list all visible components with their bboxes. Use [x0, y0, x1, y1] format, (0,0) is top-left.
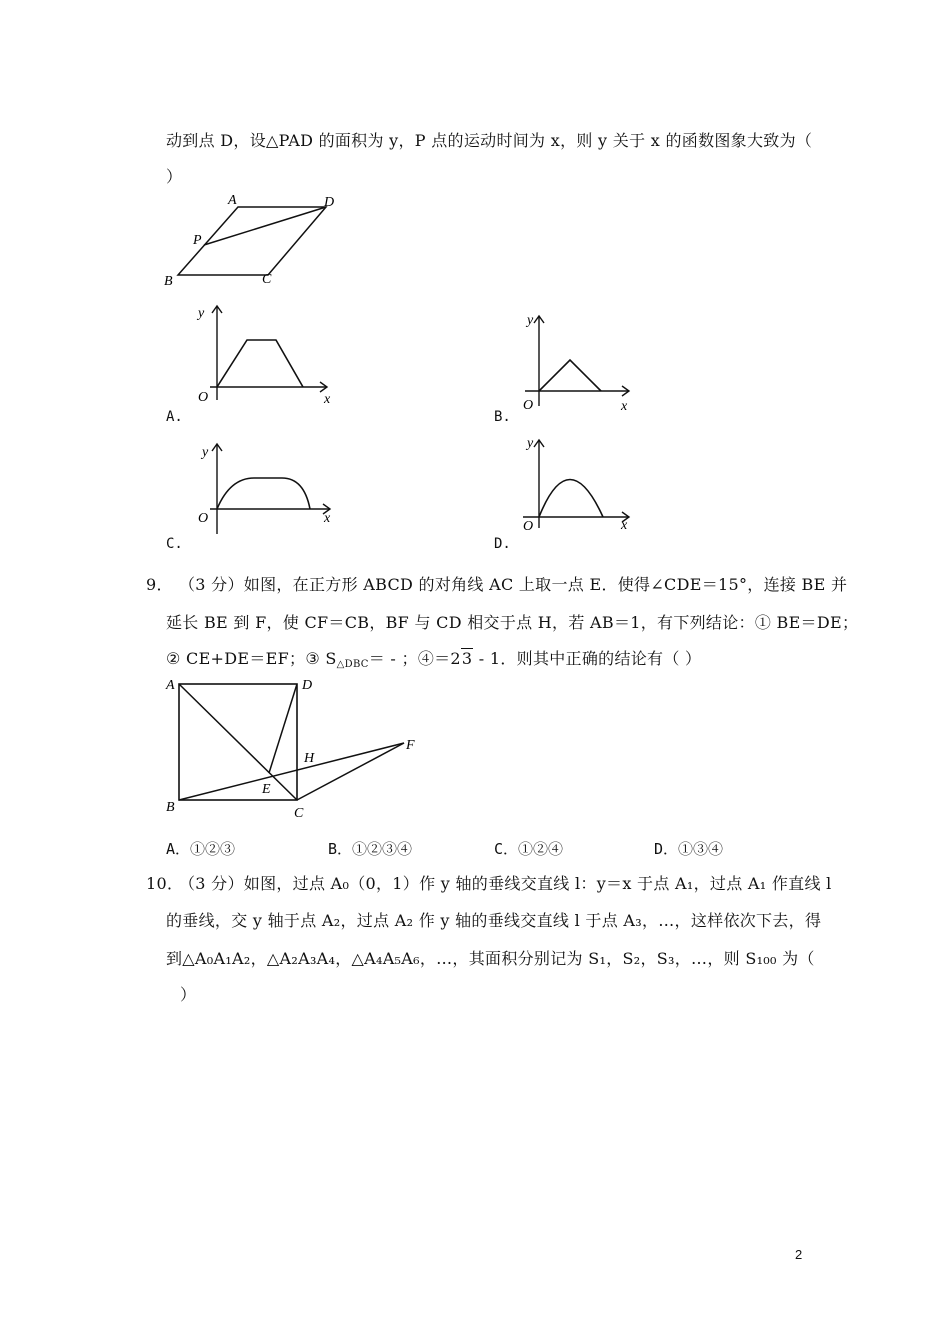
label-c: C: [294, 806, 304, 821]
label-a: A: [228, 193, 237, 208]
x-label: x: [621, 399, 628, 413]
label-f: F: [406, 738, 415, 753]
q9-number: 9．: [146, 575, 173, 594]
option-a-label[interactable]: A.: [166, 409, 183, 425]
segment-bf: [179, 743, 404, 800]
q9-choice-a[interactable]: A．①②③: [166, 840, 236, 858]
q9-square-figure: [160, 670, 430, 825]
sqrt-radicand: 3: [461, 649, 473, 668]
q8-parallelogram-figure: [160, 190, 360, 290]
label-b: B: [166, 800, 175, 815]
origin-label: O: [523, 398, 534, 413]
option-d-graph: [515, 432, 645, 532]
q10-text-line4: ）: [180, 985, 197, 1004]
y-label: y: [202, 445, 209, 460]
q9-text-line3: ② CE+DE＝EF；③ $S_{\triangle DBC}=$ - ；④＝23 - 1．则其中正确的结论有（ ）: [166, 649, 702, 670]
q9-text-line2: 延长 BE 到 F，使 CF＝CB，BF 与 CD 相交于点 H，若 AB＝1，有下列结论：① BE＝DE；: [166, 613, 859, 632]
option-b-graph: [515, 308, 645, 413]
page-number: 2: [795, 1247, 803, 1262]
origin-label: O: [198, 390, 209, 405]
q8-text-line1: 动到点 D，设△PAD 的面积为 y，P 点的运动时间为 x，则 y 关于 x 的函数图象大致为（: [166, 131, 813, 150]
segment-pd: [204, 207, 326, 245]
label-c: C: [262, 272, 272, 287]
q10-text-line1: （3 分）如图，过点 A₀（0，1）作 y 轴的垂线交直线 l：y＝x 于点 A₁，过点 A₁ 作直线 l: [179, 874, 832, 893]
label-a: A: [166, 678, 175, 693]
label-d: D: [302, 678, 313, 693]
y-label: y: [198, 306, 205, 321]
q10-text-line3: 到△A₀A₁A₂，△A₂A₃A₄，△A₄A₅A₆，…，其面积分别记为 S₁，S₂，S₃，…，则 S₁₀₀ 为（: [166, 949, 815, 968]
option-b-label[interactable]: B.: [494, 409, 511, 425]
label-h: H: [304, 751, 315, 766]
x-label: x: [324, 511, 331, 526]
label-b: B: [164, 274, 173, 289]
q9-text-line1: （3 分）如图，在正方形 ABCD 的对角线 AC 上取一点 E．使得∠CDE＝15°，连接 BE 并: [179, 575, 848, 594]
origin-label: O: [523, 519, 534, 532]
q9-choice-c[interactable]: C．①②④: [494, 840, 564, 858]
y-label: y: [527, 436, 534, 451]
option-d-label[interactable]: D.: [494, 536, 511, 552]
label-d: D: [324, 195, 335, 210]
q10-text-line2: 的垂线，交 y 轴于点 A₂，过点 A₂ 作 y 轴的垂线交直线 l 于点 A₃，…，这样依次下去，得: [166, 911, 822, 930]
label-p: P: [193, 233, 202, 248]
option-c-label[interactable]: C.: [166, 536, 183, 552]
q9-choice-b[interactable]: B．①②③④: [328, 840, 413, 858]
option-a-graph: [190, 300, 350, 410]
segment-de: [269, 684, 297, 773]
x-label: x: [621, 518, 628, 532]
y-label: y: [527, 313, 534, 328]
option-c-graph: [192, 438, 342, 538]
q8-text-line2: ）: [166, 167, 183, 186]
q10-number: 10．: [146, 874, 184, 893]
q9-choice-d[interactable]: D．①③④: [654, 840, 724, 858]
label-e: E: [262, 782, 271, 797]
origin-label: O: [198, 511, 209, 526]
x-label: x: [324, 392, 331, 407]
